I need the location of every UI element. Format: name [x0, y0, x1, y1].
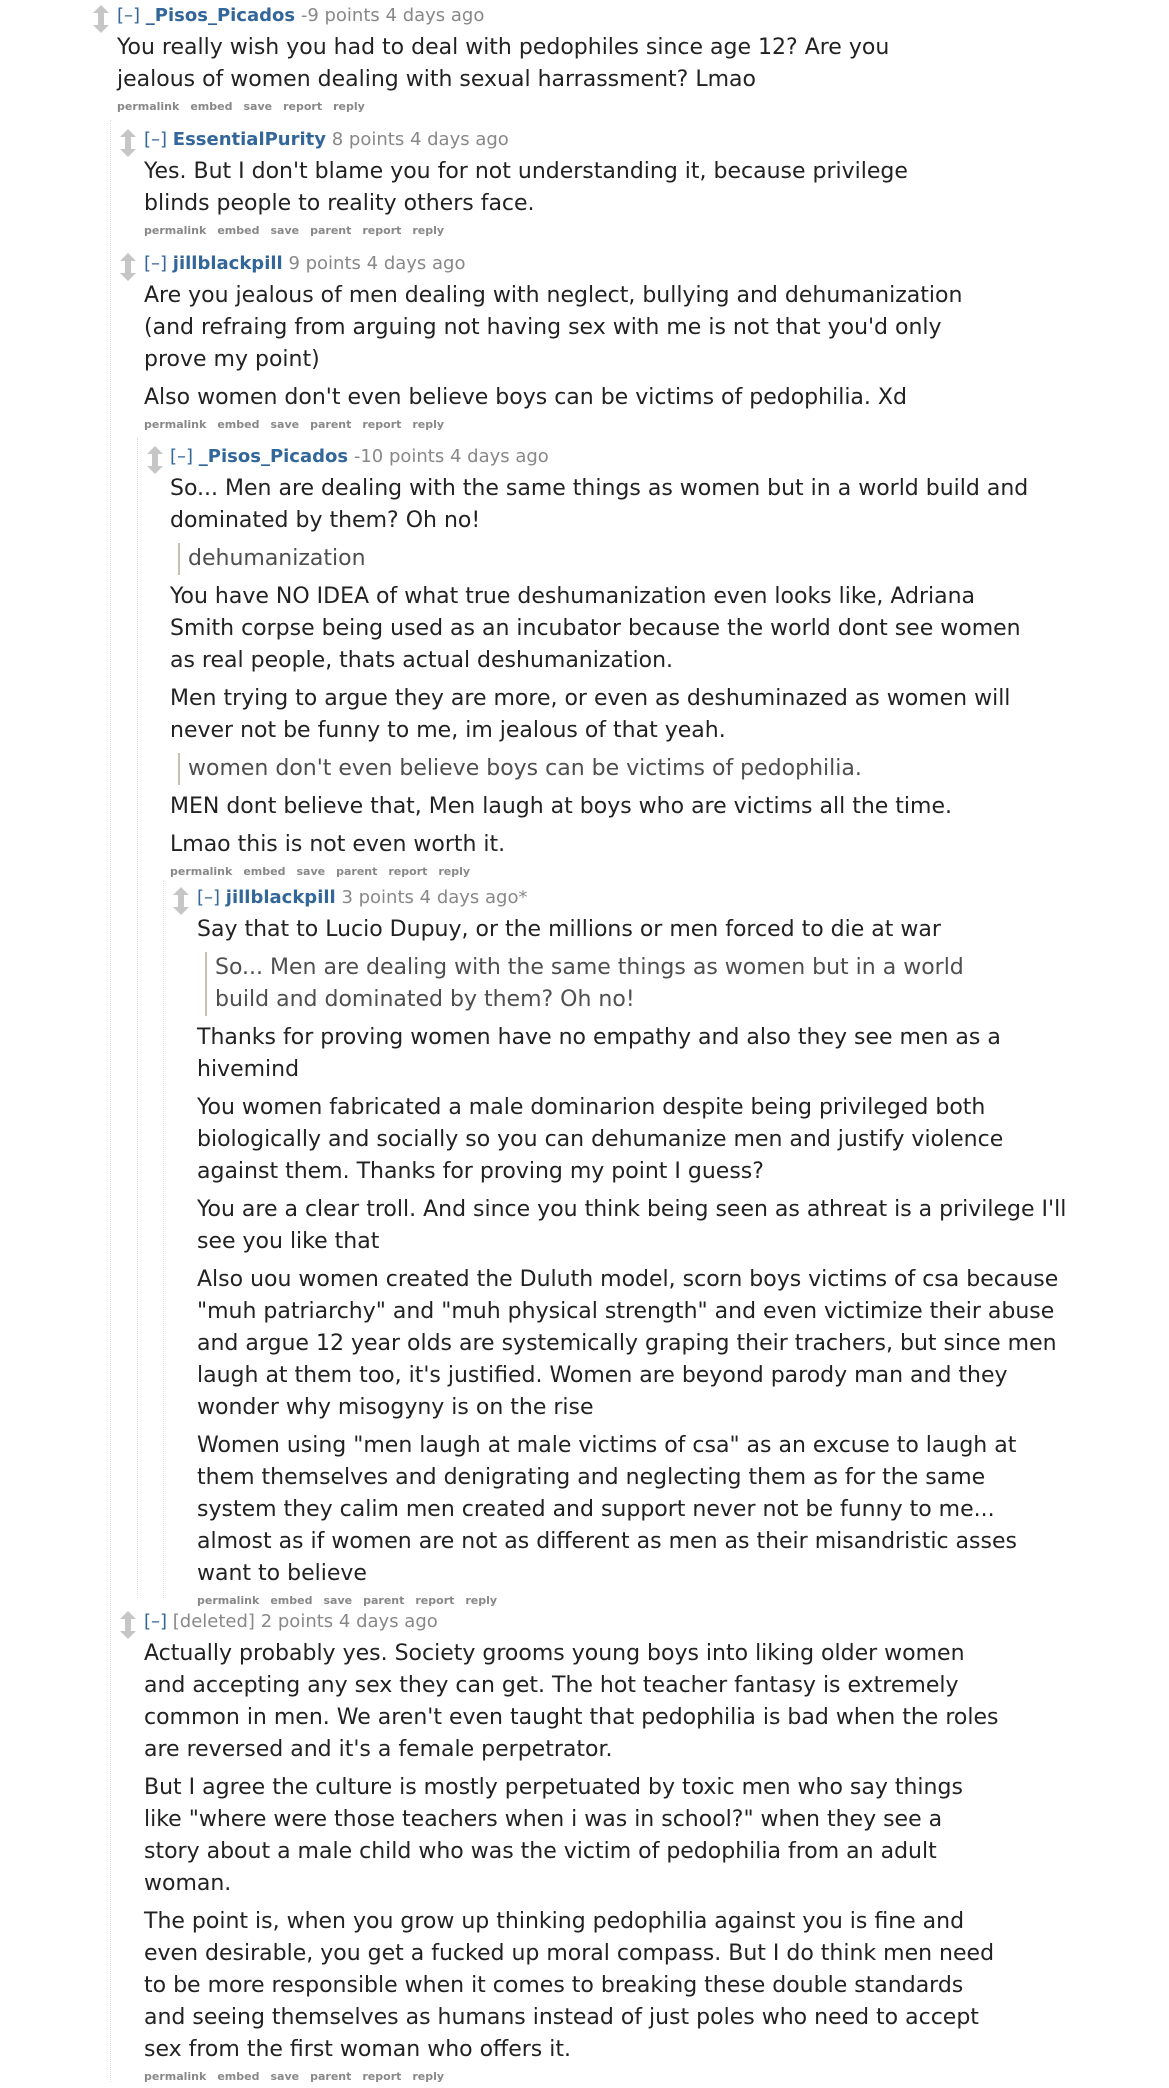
- parent-button[interactable]: parent: [363, 1594, 405, 1607]
- reply-button[interactable]: reply: [465, 1594, 498, 1607]
- author-link[interactable]: jillblackpill: [172, 253, 283, 274]
- timestamp[interactable]: 4 days ago: [409, 129, 509, 150]
- comment-tagline: [144, 248, 1004, 280]
- save-button[interactable]: save: [270, 418, 300, 431]
- score: 9 points: [288, 253, 361, 274]
- reply-button[interactable]: reply: [412, 224, 445, 237]
- comment-tagline: [197, 882, 1067, 914]
- comment-paragraph: Women using "men laugh at male victims of csa" as an excuse to laugh at them themselves and denigrating and neglecting them as for the same system they calim men created and support never not be funny to me... almost as if women are not as different as men as their misandristic asses want to believe: [197, 1433, 1017, 1586]
- save-button[interactable]: save: [243, 100, 273, 113]
- timestamp[interactable]: 4 days ago: [449, 446, 549, 467]
- collapse-toggle[interactable]: [–]: [117, 5, 141, 26]
- downvote-arrow-icon[interactable]: [168, 900, 194, 916]
- comment-buttons: [170, 865, 1030, 883]
- comment-body: [117, 32, 937, 96]
- report-button[interactable]: report: [362, 224, 402, 237]
- reply-button[interactable]: reply: [438, 865, 471, 878]
- comment-paragraph: So... Men are dealing with the same things as women but in a world build and dominated by them? Oh no!: [170, 476, 1029, 533]
- permalink-button[interactable]: permalink: [197, 1594, 260, 1607]
- timestamp[interactable]: 4 days ago: [385, 5, 485, 26]
- comment-paragraph: Say that to Lucio Dupuy, or the millions or men forced to die at war: [197, 917, 941, 942]
- permalink-button[interactable]: permalink: [144, 418, 207, 431]
- embed-button[interactable]: embed: [217, 2070, 260, 2083]
- comment-buttons: [144, 224, 964, 242]
- embed-button[interactable]: embed: [217, 418, 260, 431]
- embed-button[interactable]: embed: [243, 865, 286, 878]
- embed-button[interactable]: embed: [217, 224, 260, 237]
- report-button[interactable]: report: [362, 418, 402, 431]
- comment-buttons: [144, 2070, 1004, 2088]
- permalink-button[interactable]: permalink: [170, 865, 233, 878]
- child-thread-border: [137, 438, 139, 1598]
- collapse-toggle[interactable]: [–]: [144, 253, 168, 274]
- author-link[interactable]: _Pisos_Picados: [145, 5, 296, 26]
- author-link[interactable]: EssentialPurity: [172, 129, 327, 150]
- comment-tagline: [144, 1606, 1004, 1638]
- timestamp[interactable]: 4 days ago*: [419, 887, 528, 908]
- comment-paragraph: You have NO IDEA of what true deshumanization even looks like, Adriana Smith corpse being used as an incubator because the world dont see women as real people, thats actual deshumanization.: [170, 584, 1021, 673]
- comment-paragraph: Lmao this is not even worth it.: [170, 832, 506, 857]
- report-button[interactable]: report: [283, 100, 323, 113]
- save-button[interactable]: save: [296, 865, 326, 878]
- parent-button[interactable]: parent: [336, 865, 378, 878]
- comment-paragraph: You are a clear troll. And since you think being seen as athreat is a privilege I'll see you like that: [197, 1197, 1067, 1254]
- permalink-button[interactable]: permalink: [144, 2070, 207, 2083]
- downvote-arrow-icon[interactable]: [115, 142, 141, 158]
- comment-paragraph: You women fabricated a male dominarion despite being privileged both biologically and socially so you can dehumanize men and justify violence against them. Thanks for proving my point I guess?: [197, 1095, 1004, 1184]
- score: 2 points: [260, 1611, 334, 1632]
- reply-button[interactable]: reply: [412, 418, 445, 431]
- score: 3 points: [341, 887, 414, 908]
- quote-text: women don't even believe boys can be victims of pedophilia.: [188, 756, 862, 781]
- quote-text: So... Men are dealing with the same things as women but in a world build and dominated by them? Oh no!: [215, 955, 964, 1012]
- comment-body: [144, 156, 964, 220]
- score: -10 points: [353, 446, 445, 467]
- comment-paragraph: You really wish you had to deal with pedophiles since age 12? Are you jealous of women dealing with sexual harrassment? Lmao: [117, 35, 890, 92]
- comment-paragraph: Also uou women created the Duluth model, scorn boys victims of csa because "muh patriarchy" and "muh physical strength" and even victimize their abuse and argue 12 year olds are systemically graping their trachers, but since men laugh at them too, it's justified. Women are beyond parody man and they wonder why misogyny is on the rise: [197, 1267, 1059, 1420]
- save-button[interactable]: save: [270, 224, 300, 237]
- downvote-arrow-icon[interactable]: [115, 266, 141, 282]
- parent-button[interactable]: parent: [310, 224, 352, 237]
- author-link[interactable]: _Pisos_Picados: [198, 446, 349, 467]
- comment-paragraph: Also women don't even believe boys can be victims of pedophilia. Xd: [144, 385, 907, 410]
- report-button[interactable]: report: [362, 2070, 402, 2083]
- downvote-arrow-icon[interactable]: [142, 459, 168, 475]
- comment-paragraph: Yes. But I don't blame you for not understanding it, because privilege blinds people to reality others face.: [144, 159, 908, 216]
- child-thread-border: [163, 880, 165, 1598]
- comment-tagline: [117, 0, 937, 32]
- quote: [178, 753, 1030, 785]
- quote: [178, 543, 1030, 575]
- comment-paragraph: Are you jealous of men dealing with neglect, bullying and dehumanization (and refraing from arguing not having sex with me is not that you'd only prove my point): [144, 283, 963, 372]
- comment-body: [170, 473, 1030, 861]
- comment-body: [144, 280, 1004, 414]
- comment-body: [144, 1638, 1004, 2066]
- collapse-toggle[interactable]: [–]: [197, 887, 221, 908]
- score: 8 points: [331, 129, 405, 150]
- collapse-toggle[interactable]: [–]: [144, 129, 168, 150]
- parent-button[interactable]: parent: [310, 2070, 352, 2083]
- comment-buttons: [144, 418, 1004, 436]
- save-button[interactable]: save: [270, 2070, 300, 2083]
- comment-paragraph: But I agree the culture is mostly perpetuated by toxic men who say things like "where were those teachers when i was in school?" when they see a story about a male child who was the victim of pedophilia from an adult woman.: [144, 1775, 963, 1896]
- comment-tagline: [144, 124, 964, 156]
- comment-paragraph: The point is, when you grow up thinking pedophilia against you is fine and even desirable, you get a fucked up moral compass. But I do think men need to be more responsible when it comes to breaking these double standards and seeing themselves as humans instead of just poles who need to accept sex from the first woman who offers it.: [144, 1909, 995, 2062]
- comment-paragraph: Men trying to argue they are more, or even as deshuminazed as women will never not be funny to me, im jealous of that yeah.: [170, 686, 1011, 743]
- comment-paragraph: MEN dont believe that, Men laugh at boys who are victims all the time.: [170, 794, 952, 819]
- comment-body: [197, 914, 1067, 1590]
- embed-button[interactable]: embed: [190, 100, 233, 113]
- permalink-button[interactable]: permalink: [117, 100, 180, 113]
- score: -9 points: [300, 5, 380, 26]
- report-button[interactable]: report: [388, 865, 428, 878]
- downvote-arrow-icon[interactable]: [115, 1624, 141, 1640]
- reply-button[interactable]: reply: [412, 2070, 445, 2083]
- child-thread-border: [110, 120, 112, 2082]
- comment-buttons: [117, 100, 937, 118]
- quote: [205, 952, 1005, 1016]
- comment-paragraph: Actually probably yes. Society grooms young boys into liking older women and accepting any sex they can get. The hot teacher fantasy is extremely common in men. We aren't even taught that pedophilia is bad when the roles are reversed and it's a female perpetrator.: [144, 1641, 999, 1762]
- quote-text: dehumanization: [188, 546, 366, 571]
- parent-button[interactable]: parent: [310, 418, 352, 431]
- collapse-toggle[interactable]: [–]: [170, 446, 194, 467]
- comment-paragraph: Thanks for proving women have no empathy and also they see men as a hivemind: [197, 1025, 1001, 1082]
- save-button[interactable]: save: [323, 1594, 353, 1607]
- author-link[interactable]: jillblackpill: [225, 887, 336, 908]
- timestamp[interactable]: 4 days ago: [366, 253, 466, 274]
- report-button[interactable]: report: [415, 1594, 455, 1607]
- reply-button[interactable]: reply: [333, 100, 365, 113]
- downvote-arrow-icon[interactable]: [88, 18, 114, 34]
- comment-tagline: [170, 441, 1030, 473]
- author-deleted: [deleted]: [172, 1611, 255, 1632]
- permalink-button[interactable]: permalink: [144, 224, 207, 237]
- embed-button[interactable]: embed: [270, 1594, 313, 1607]
- collapse-toggle[interactable]: [–]: [144, 1611, 168, 1632]
- timestamp[interactable]: 4 days ago: [338, 1611, 438, 1632]
